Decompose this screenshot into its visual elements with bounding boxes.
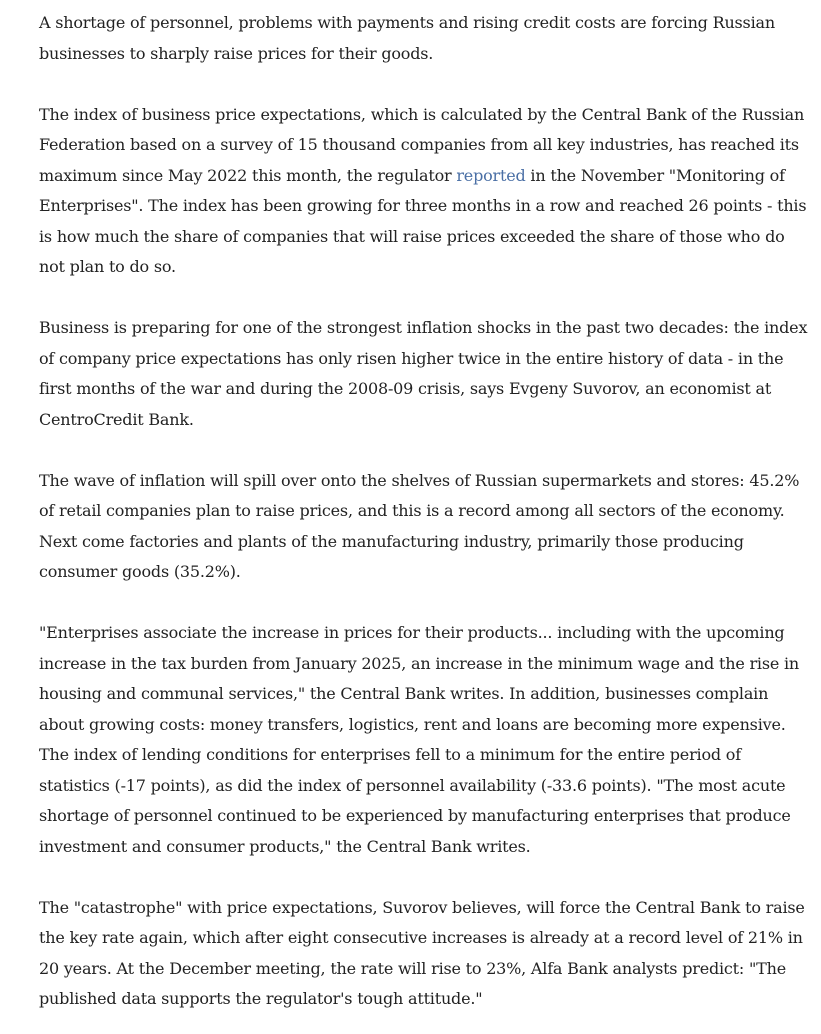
paragraph-key-rate: The "catastrophe" with price expectations, Suvorov believes, will force the Central Bank to raise the key rate again, which after eight consecutive increases is already at a record level of 21% in 20 years. At the December meeting, the rate will rise to 23%, Alfa Bank analysts predict: "The published data supports the regulator's tough attitude." (39, 897, 805, 1008)
paragraph-price-index-text-start: The index of business price expectations, which is calculated by the Central Bank of the Russian Federation based on a survey of 15 thousand companies from all key industries, has reached its maximum since May 2022 this month, the regulator (39, 104, 805, 185)
article-body (39, 8, 811, 1015)
paragraph-retail: The wave of inflation will spill over onto the shelves of Russian supermarkets and stores: 45.2% of retail companies plan to raise prices, and this is a record among all sectors of the economy. Next come factories and plants of the manufacturing industry, primarily those producing consumer goods (35.2%). (39, 470, 800, 581)
paragraph-intro: A shortage of personnel, problems with payments and rising credit costs are forcing Russian businesses to sharply raise prices for their goods. (39, 13, 775, 63)
paragraph-central-bank-quote: "Enterprises associate the increase in prices for their products... including with the upcoming increase in the tax burden from January 2025, an increase in the minimum wage and the rise in housing and communal services," the Central Bank writes. In addition, businesses complain about growing costs: money transfers, logistics, rent and loans are becoming more expensive. The index of lending conditions for enterprises fell to a minimum for the entire period of statistics (-17 points), as did the index of personnel availability (-33.6 points). "The most acute shortage of personnel continued to be experienced by manufacturing enterprises that produce investment and consumer products," the Central Bank writes. (39, 623, 800, 856)
reported-link[interactable]: reported (456, 165, 526, 185)
paragraph-inflation-shock: Business is preparing for one of the strongest inflation shocks in the past two decades: the index of company price expectations has only risen higher twice in the entire history of data - in the first months of the war and during the 2008-09 crisis, says Evgeny Suvorov, an economist at CentroCredit Bank. (39, 318, 808, 429)
paragraph-price-index-text-end: in the November "Monitoring of Enterprises". The index has been growing for three months in a row and reached 26 points - this is how much the share of companies that will raise prices exceeded the share of those who do not plan to do so. (39, 165, 807, 276)
paragraph-price-index (39, 100, 811, 283)
